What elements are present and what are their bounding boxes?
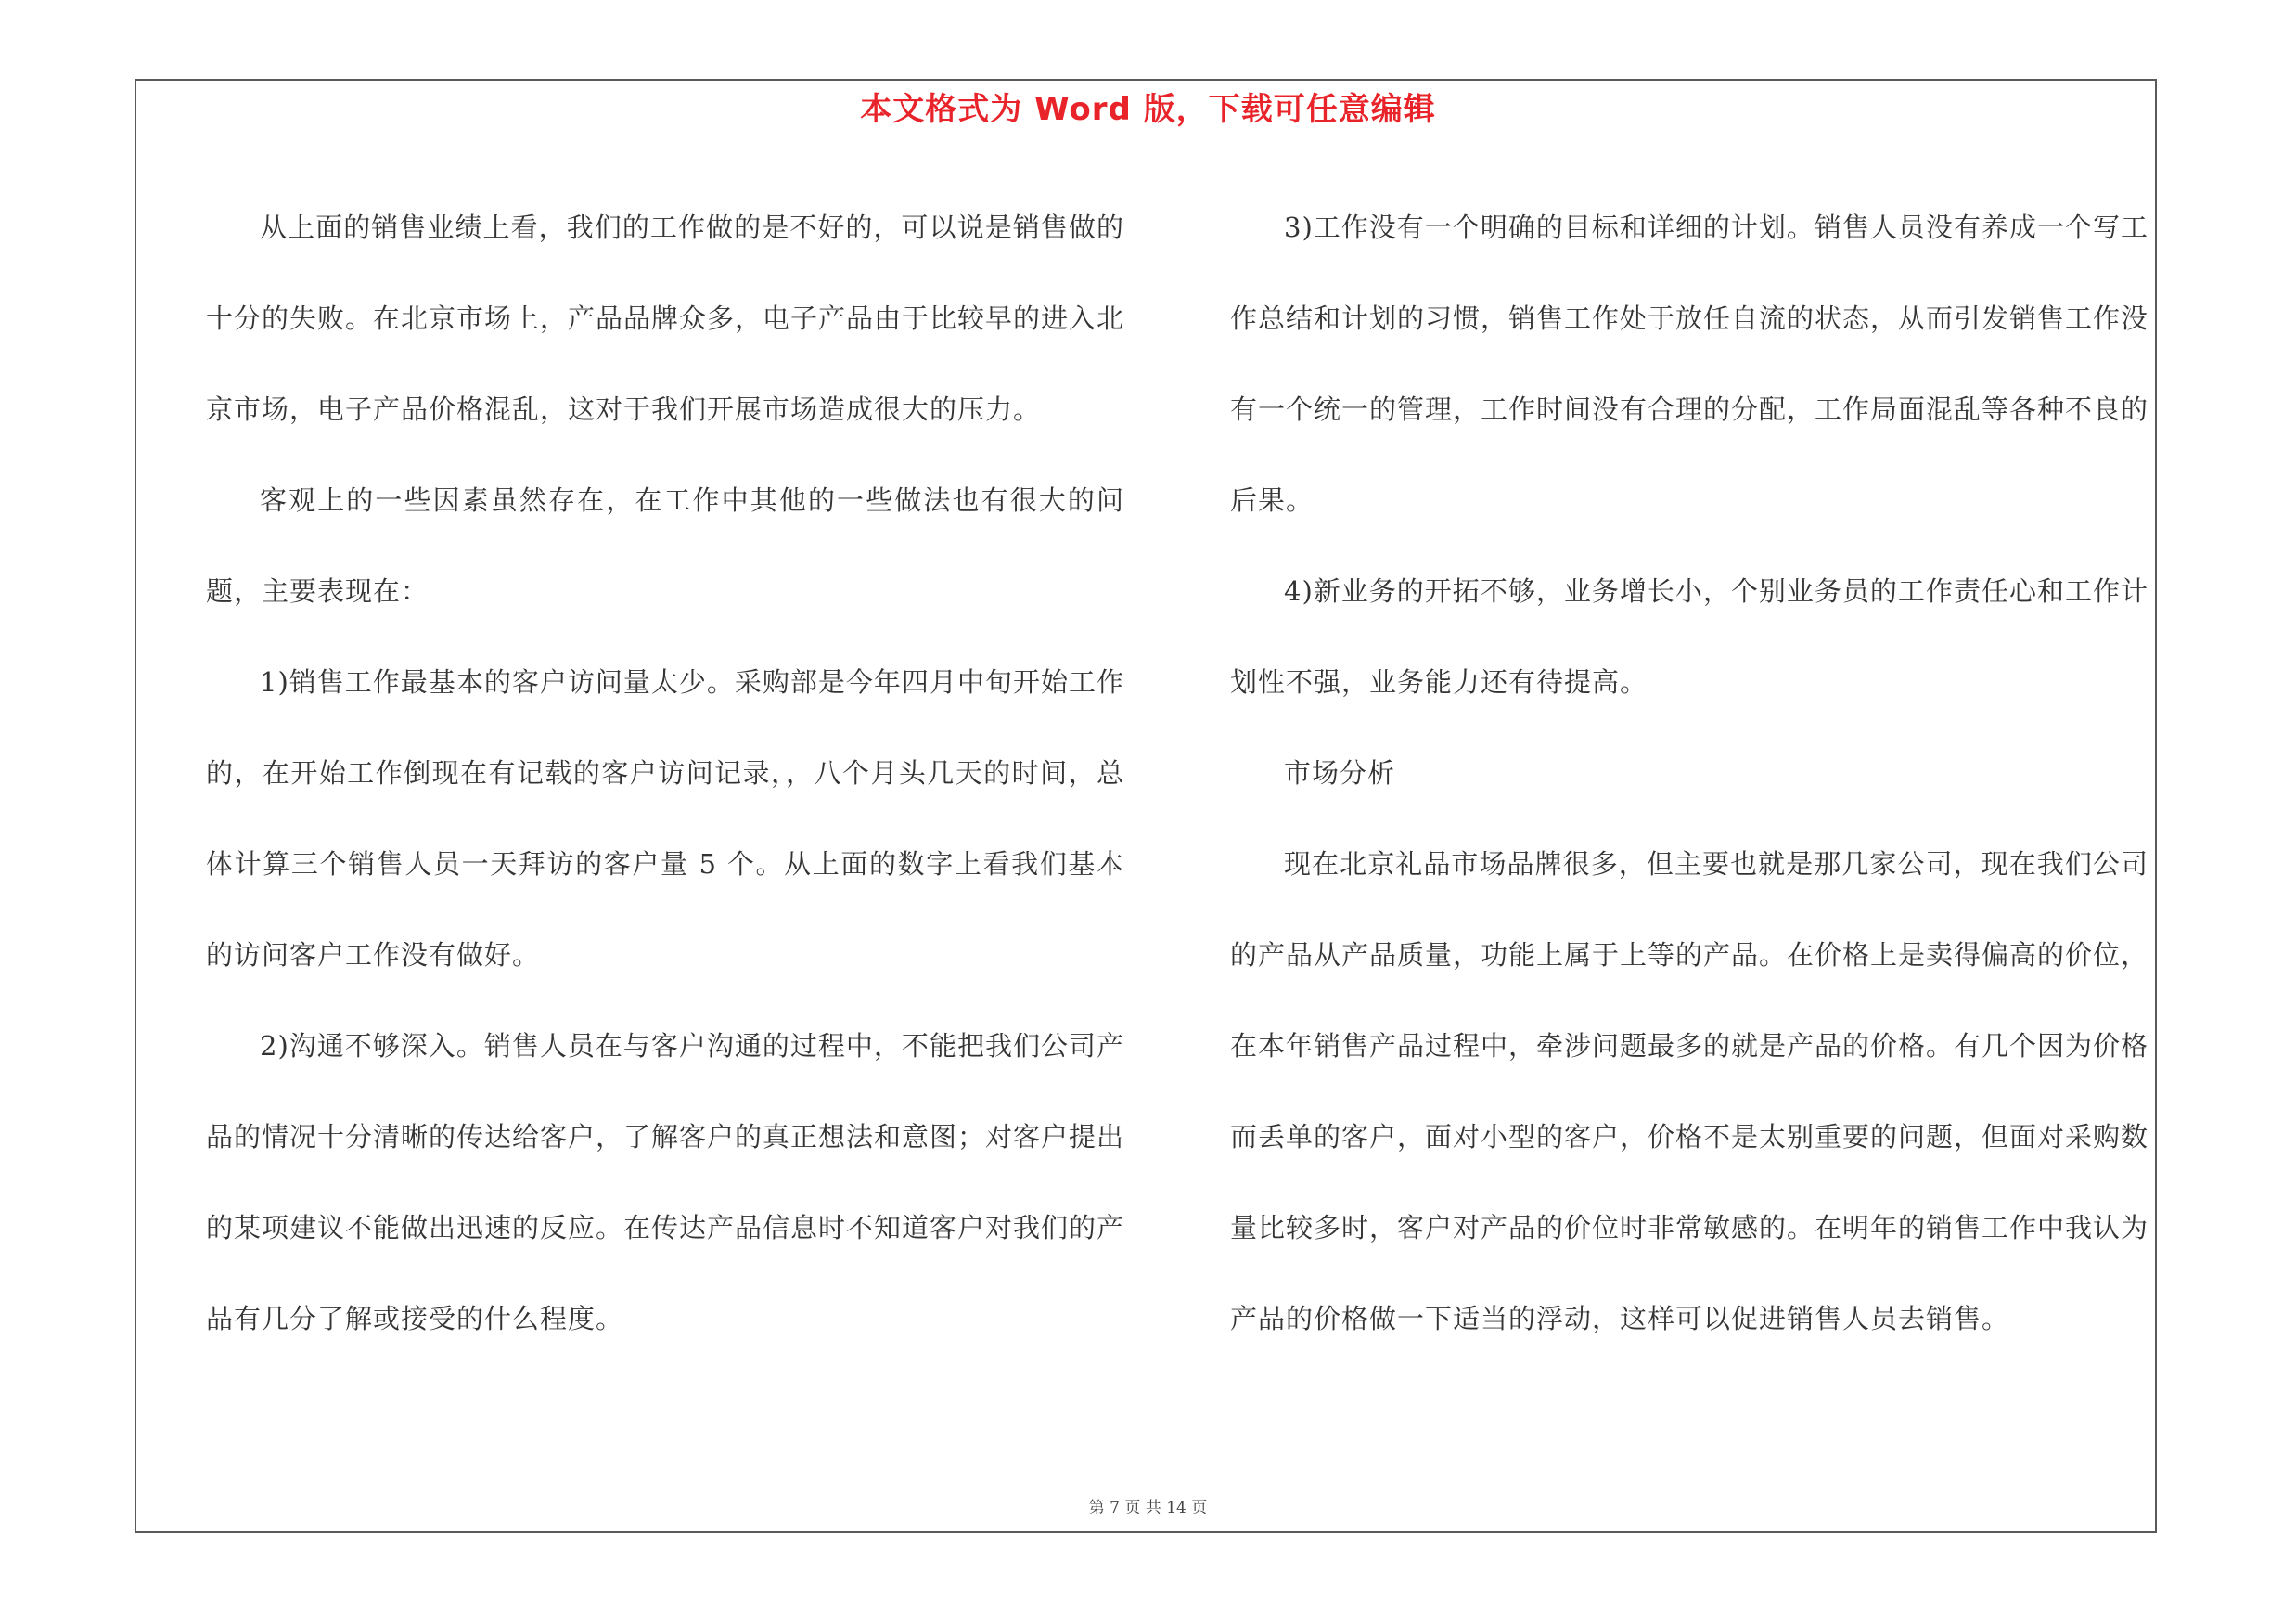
section-heading: 市场分析	[1284, 757, 1396, 789]
paragraph: 现在北京礼品市场品牌很多，但主要也就是那几家公司，现在我们公司的产品从产品质量，功能上属于上等的产品。在价格上是卖得偏高的价位，在本年销售产品过程中，牵涉问题最多的就是产品的价格。有几个因为价格而丢单的客户，面对小型的客户，价格不是太别重要的问题，但面对采购数量比较多时，客户对产品的价位时非常敏感的。在明年的销售工作中我认为产品的价格做一下适当的浮动，这样可以促进销售人员去销售。	[1230, 848, 2149, 1334]
left-column	[206, 182, 1124, 1364]
paragraph: 4)新业务的开拓不够，业务增长小，个别业务员的工作责任心和工作计划性不强，业务能力还有待提高。	[1230, 575, 2148, 698]
paragraph: 3)工作没有一个明确的目标和详细的计划。销售人员没有养成一个写工作总结和计划的习惯，销售工作处于放任自流的状态，从而引发销售工作没有一个统一的管理，工作时间没有合理的分配，工作局面混乱等各种不良的后果。	[1230, 212, 2149, 516]
paragraph: 1)销售工作最基本的客户访问量太少。采购部是今年四月中旬开始工作的，在开始工作倒现在有记载的客户访问记录，，八个月头几天的时间，总体计算三个销售人员一天拜访的客户量 5 个。从上面的数字上看我们基本的访问客户工作没有做好。	[206, 666, 1124, 971]
page-number: 第 7 页 共 14 页	[1088, 1499, 1208, 1517]
paragraph: 2)沟通不够深入。销售人员在与客户沟通的过程中，不能把我们公司产品的情况十分清晰的传达给客户，了解客户的真正想法和意图；对客户提出的某项建议不能做出迅速的反应。在传达产品信息时不知道客户对我们的产品有几分了解或接受的什么程度。	[206, 1030, 1125, 1334]
paragraph: 从上面的销售业绩上看，我们的工作做的是不好的，可以说是销售做的十分的失败。在北京市场上，产品品牌众多，电子产品由于比较早的进入北京市场，电子产品价格混乱，这对于我们开展市场造成很大的压力。	[206, 212, 1125, 425]
paragraph: 客观上的一些因素虽然存在，在工作中其他的一些做法也有很大的问题，主要表现在：	[206, 484, 1124, 607]
right-column	[1230, 182, 2148, 1364]
format-banner: 本文格式为 Word 版，下载可任意编辑	[860, 91, 1436, 128]
